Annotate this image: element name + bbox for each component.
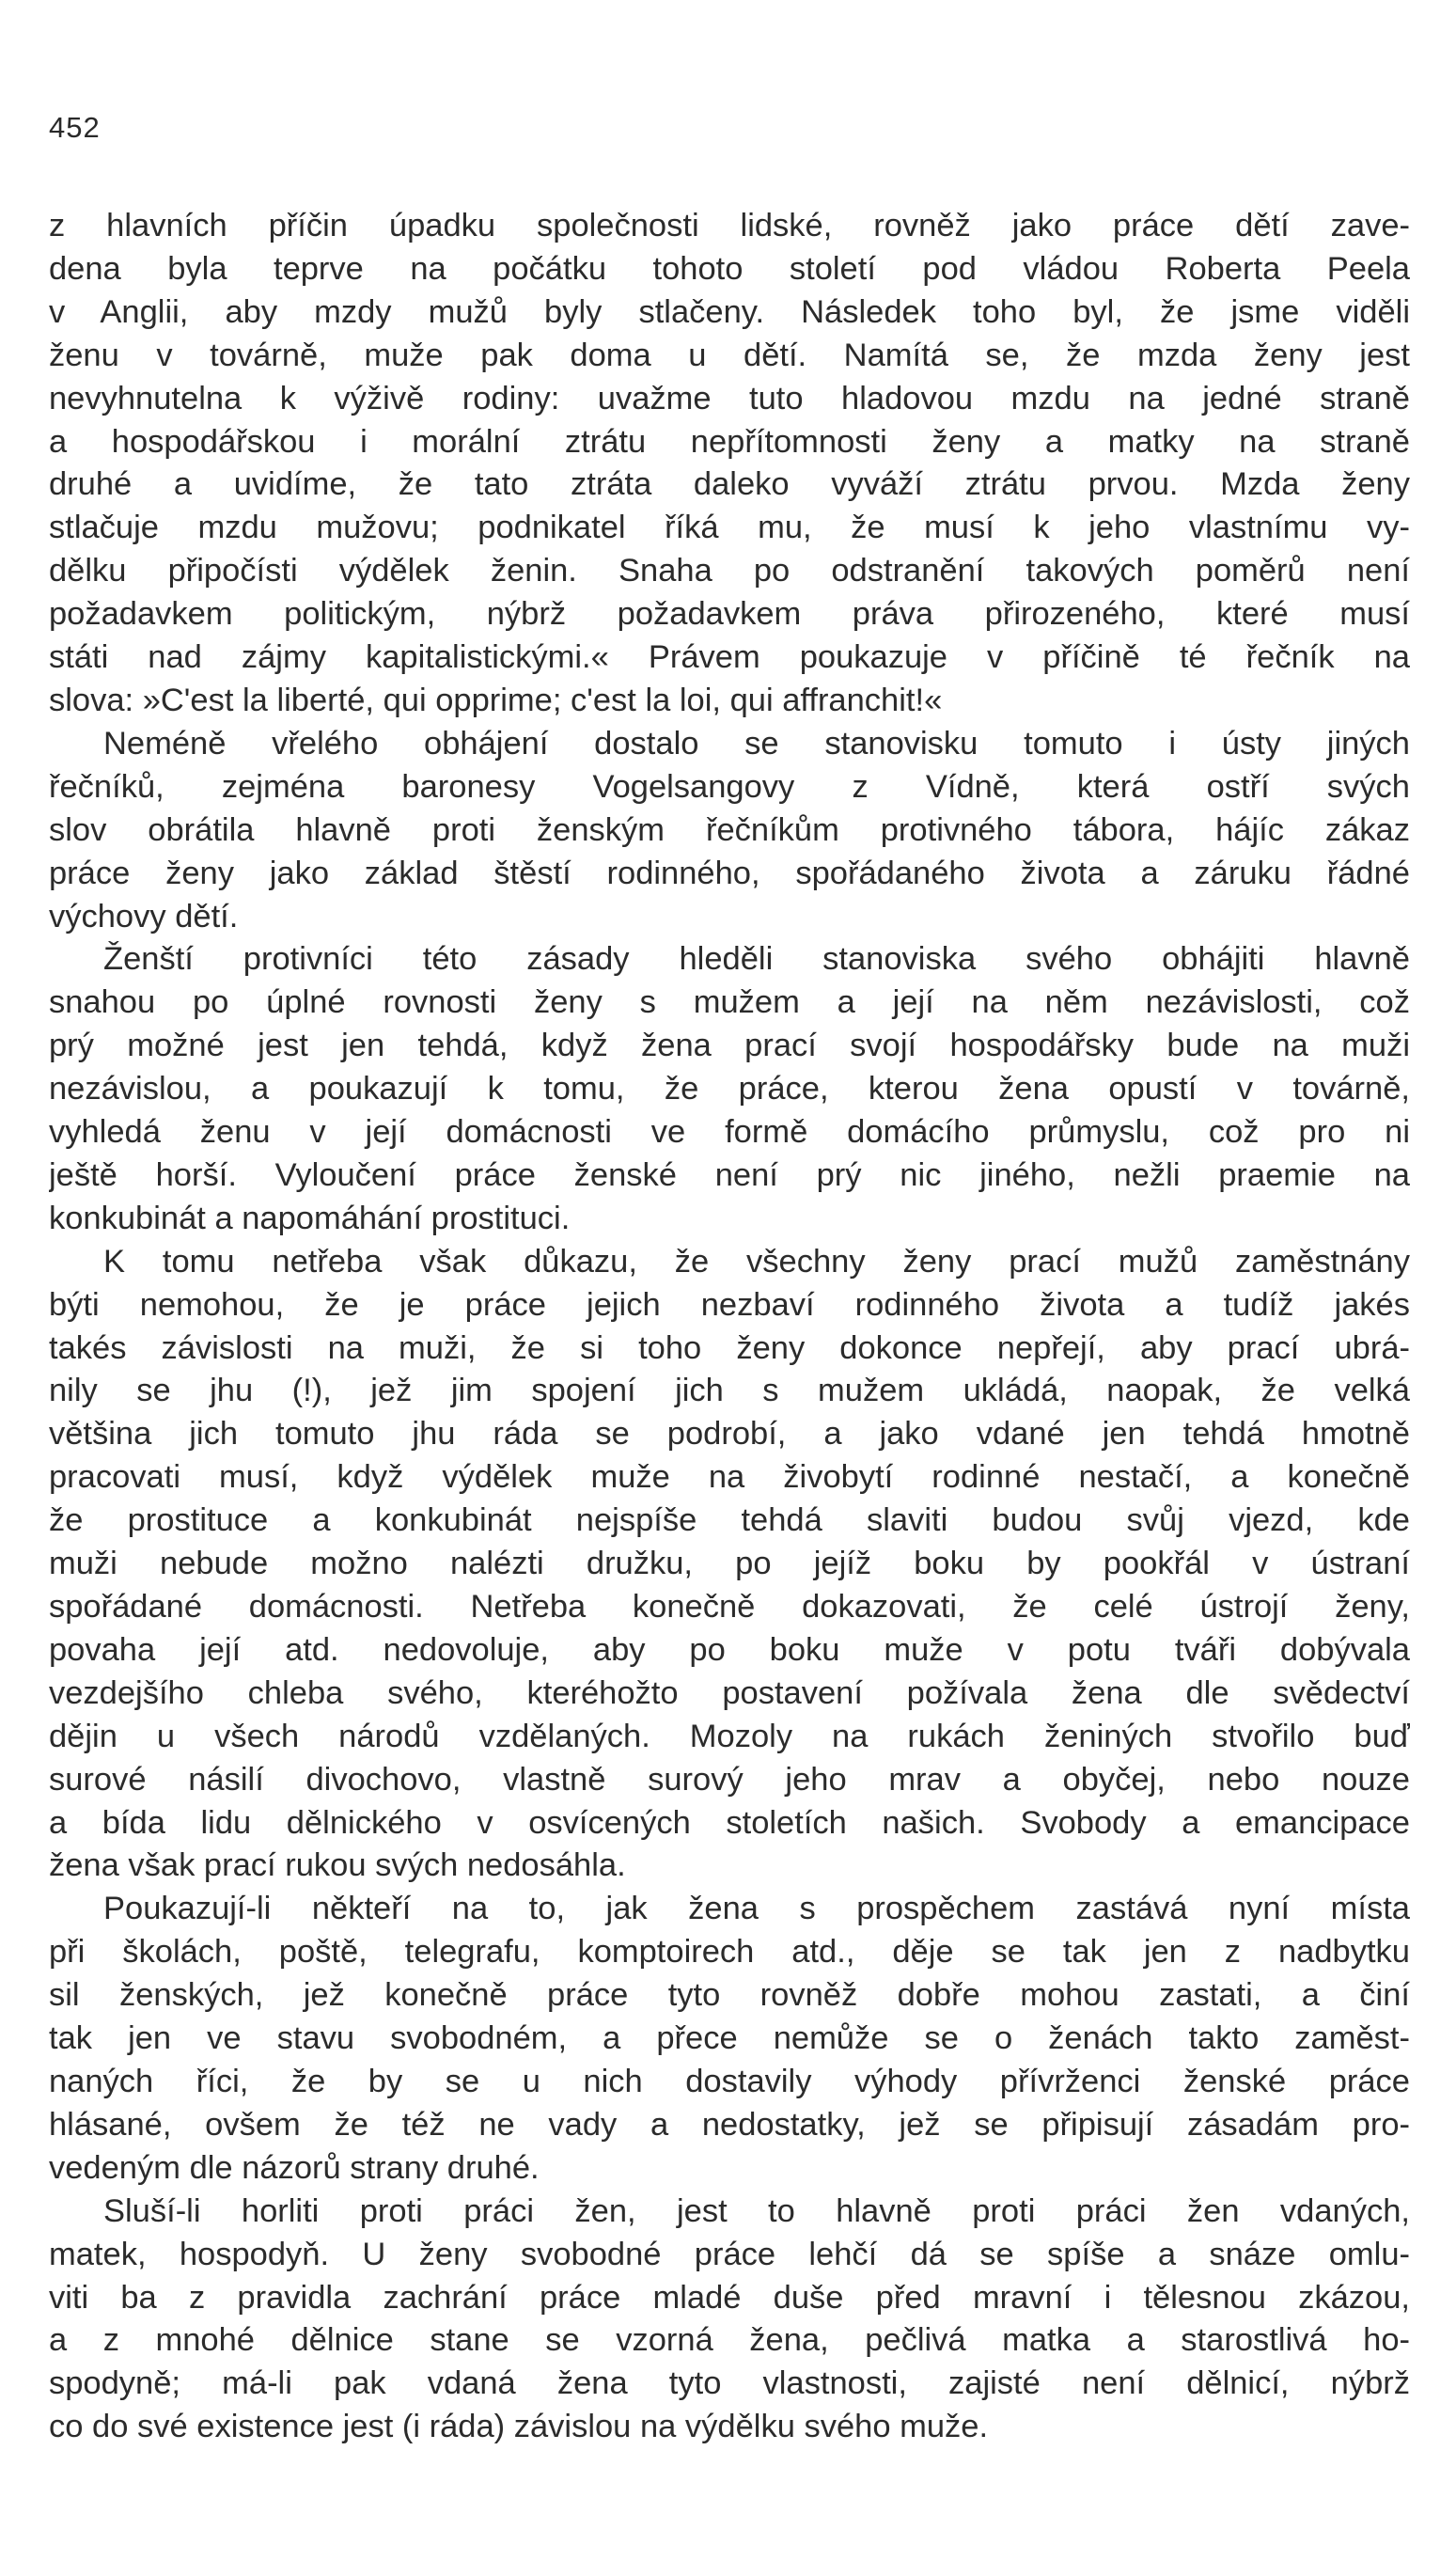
text-line: řečníků, zejména baronesy Vogelsangovy z Vídně, která ostří svých	[49, 768, 1410, 805]
text-line: viti ba z pravidla zachrání práce mladé duše před mravní i tělesnou zkázou,	[49, 2279, 1410, 2316]
text-line: hlásané, ovšem že též ne vady a nedostatky, jež se připisují zásadám pro-	[49, 2106, 1410, 2143]
text-line: že prostituce a konkubinát nejspíše tehdá slaviti budou svůj vjezd, kde	[49, 1502, 1410, 1539]
text-line: státi nad zájmy kapitalistickými.« Právem poukazuje v příčině té řečník na	[49, 639, 1410, 676]
text-line: býti nemohou, že je práce jejich nezbaví rodinného života a tudíž jakés	[49, 1286, 1410, 1323]
text-line: takés závislosti na muži, že si toho ženy dokonce nepřejí, aby prací ubrá-	[49, 1329, 1410, 1366]
text-line: žena však prací rukou svých nedosáhla.	[49, 1847, 626, 1884]
text-line: výchovy dětí.	[49, 898, 239, 935]
text-line: Poukazují-li někteří na to, jak žena s prospěchem zastává nyní místa	[103, 1891, 1410, 1927]
body-text	[49, 205, 1410, 2449]
text-line: ještě horší. Vyloučení práce ženské není prý nic jiného, nežli praemie na	[49, 1156, 1410, 1193]
text-line: Sluší-li horliti proti práci žen, jest to hlavně proti práci žen vdaných,	[103, 2192, 1410, 2229]
paragraph	[49, 1888, 1410, 2190]
text-line: stlačuje mzdu mužovu; podnikatel říká mu, že musí k jeho vlastnímu vy-	[49, 510, 1410, 546]
text-line: matek, hospodyň. U ženy svobodné práce lehčí dá se spíše a snáze omlu-	[49, 2236, 1410, 2272]
text-line: pracovati musí, když výdělek muže na živobytí rodinné nestačí, a konečně	[49, 1459, 1410, 1496]
text-line: z hlavních příčin úpadku společnosti lidské, rovněž jako práce dětí zave-	[49, 208, 1410, 243]
text-line: vyhledá ženu v její domácnosti ve formě domácího průmyslu, což pro ni	[49, 1114, 1410, 1151]
text-line: druhé a uvidíme, že tato ztráta daleko vyváží ztrátu prvou. Mzda ženy	[49, 466, 1410, 503]
text-line: co do své existence jest (i ráda) závislou na výdělku svého muže.	[49, 2409, 989, 2445]
text-line: tak jen ve stavu svobodném, a přece nemůže se o ženách takto zaměst-	[49, 2020, 1410, 2057]
text-line: naných říci, že by se u nich dostavily výhody přívrženci ženské práce	[49, 2063, 1410, 2099]
text-line: dějin u všech národů vzdělaných. Mozoly na rukách ženiných stvořilo buď	[49, 1718, 1410, 1754]
text-line: a bída lidu dělnického v osvícených stoletích našich. Svobody a emancipace	[49, 1804, 1410, 1841]
paragraph	[49, 1241, 1410, 1889]
page-number: 452	[49, 111, 101, 144]
text-line: surové násilí divochovo, vlastně surový jeho mrav a obyčej, nebo nouze	[49, 1761, 1410, 1798]
text-line: prý možné jest jen tehdá, když žena prací svojí hospodářsky bude na muži	[49, 1028, 1410, 1064]
text-line: sil ženských, jež konečně práce tyto rovněž dobře mohou zastati, a činí	[49, 1977, 1410, 2014]
text-line: dělku připočísti výdělek ženin. Snaha po odstranění takových poměrů není	[49, 553, 1410, 589]
text-line: nevyhnutelna k výživě rodiny: uvažme tuto hladovou mzdu na jedné straně	[49, 380, 1410, 416]
text-line: v Anglii, aby mzdy mužů byly stlačeny. Následek toho byl, že jsme viděli	[49, 293, 1410, 330]
paragraph	[49, 2191, 1410, 2449]
text-line: ženu v továrně, muže pak doma u dětí. Namítá se, že mzda ženy jest	[49, 337, 1410, 373]
text-line: nily se jhu (!), jež jim spojení jich s mužem ukládá, naopak, že velká	[49, 1373, 1410, 1409]
text-line: vedeným dle názorů strany druhé.	[49, 2149, 540, 2186]
text-line: Neméně vřelého obhájení dostalo se stanovisku tomuto i ústy jiných	[103, 725, 1410, 762]
text-line: slova: »C'est la liberté, qui opprime; c'est la loi, qui affranchit!«	[49, 682, 943, 718]
text-line: spodyně; má-li pak vdaná žena tyto vlastnosti, zajisté není dělnicí, nýbrž	[49, 2365, 1410, 2402]
text-line: snahou po úplné rovnosti ženy s mužem a její na něm nezávislosti, což	[49, 984, 1410, 1021]
text-line: při školách, poště, telegrafu, komptoirech atd., děje se tak jen z nadbytku	[49, 1934, 1410, 1971]
text-line: dena byla teprve na počátku tohoto století pod vládou Roberta Peela	[49, 250, 1410, 287]
text-line: povaha její atd. nedovoluje, aby po boku muže v potu tváři dobývala	[49, 1631, 1410, 1668]
text-line: K tomu netřeba však důkazu, že všechny ženy prací mužů zaměstnány	[103, 1243, 1410, 1280]
text-line: nezávislou, a poukazují k tomu, že práce, kterou žena opustí v továrně,	[49, 1071, 1410, 1107]
paragraph	[49, 938, 1410, 1240]
text-line: Ženští protivníci této zásady hleděli stanoviska svého obhájiti hlavně	[103, 941, 1410, 978]
text-line: a hospodářskou i morální ztrátu nepřítomnosti ženy a matky na straně	[49, 423, 1410, 460]
text-line: spořádané domácnosti. Netřeba konečně dokazovati, že celé ústrojí ženy,	[49, 1589, 1410, 1625]
text-line: požadavkem politickým, nýbrž požadavkem práva přirozeného, které musí	[49, 596, 1410, 633]
paragraph	[49, 205, 1410, 723]
text-line: slov obrátila hlavně proti ženským řečníkům protivného tábora, hájíc zákaz	[49, 811, 1410, 848]
text-line: práce ženy jako základ štěstí rodinného, spořádaného života a záruku řádné	[49, 855, 1410, 891]
text-line: vezdejšího chleba svého, kteréhožto postavení požívala žena dle svědectví	[49, 1674, 1410, 1711]
text-line: většina jich tomuto jhu ráda se podrobí, a jako vdané jen tehdá hmotně	[49, 1416, 1410, 1453]
text-line: a z mnohé dělnice stane se vzorná žena, pečlivá matka a starostlivá ho-	[49, 2322, 1410, 2359]
text-line: konkubinát a napomáhání prostituci.	[49, 1200, 571, 1236]
text-line: muži nebude možno nalézti družku, po jejíž boku by pookřál v ústraní	[49, 1546, 1410, 1582]
paragraph	[49, 723, 1410, 939]
